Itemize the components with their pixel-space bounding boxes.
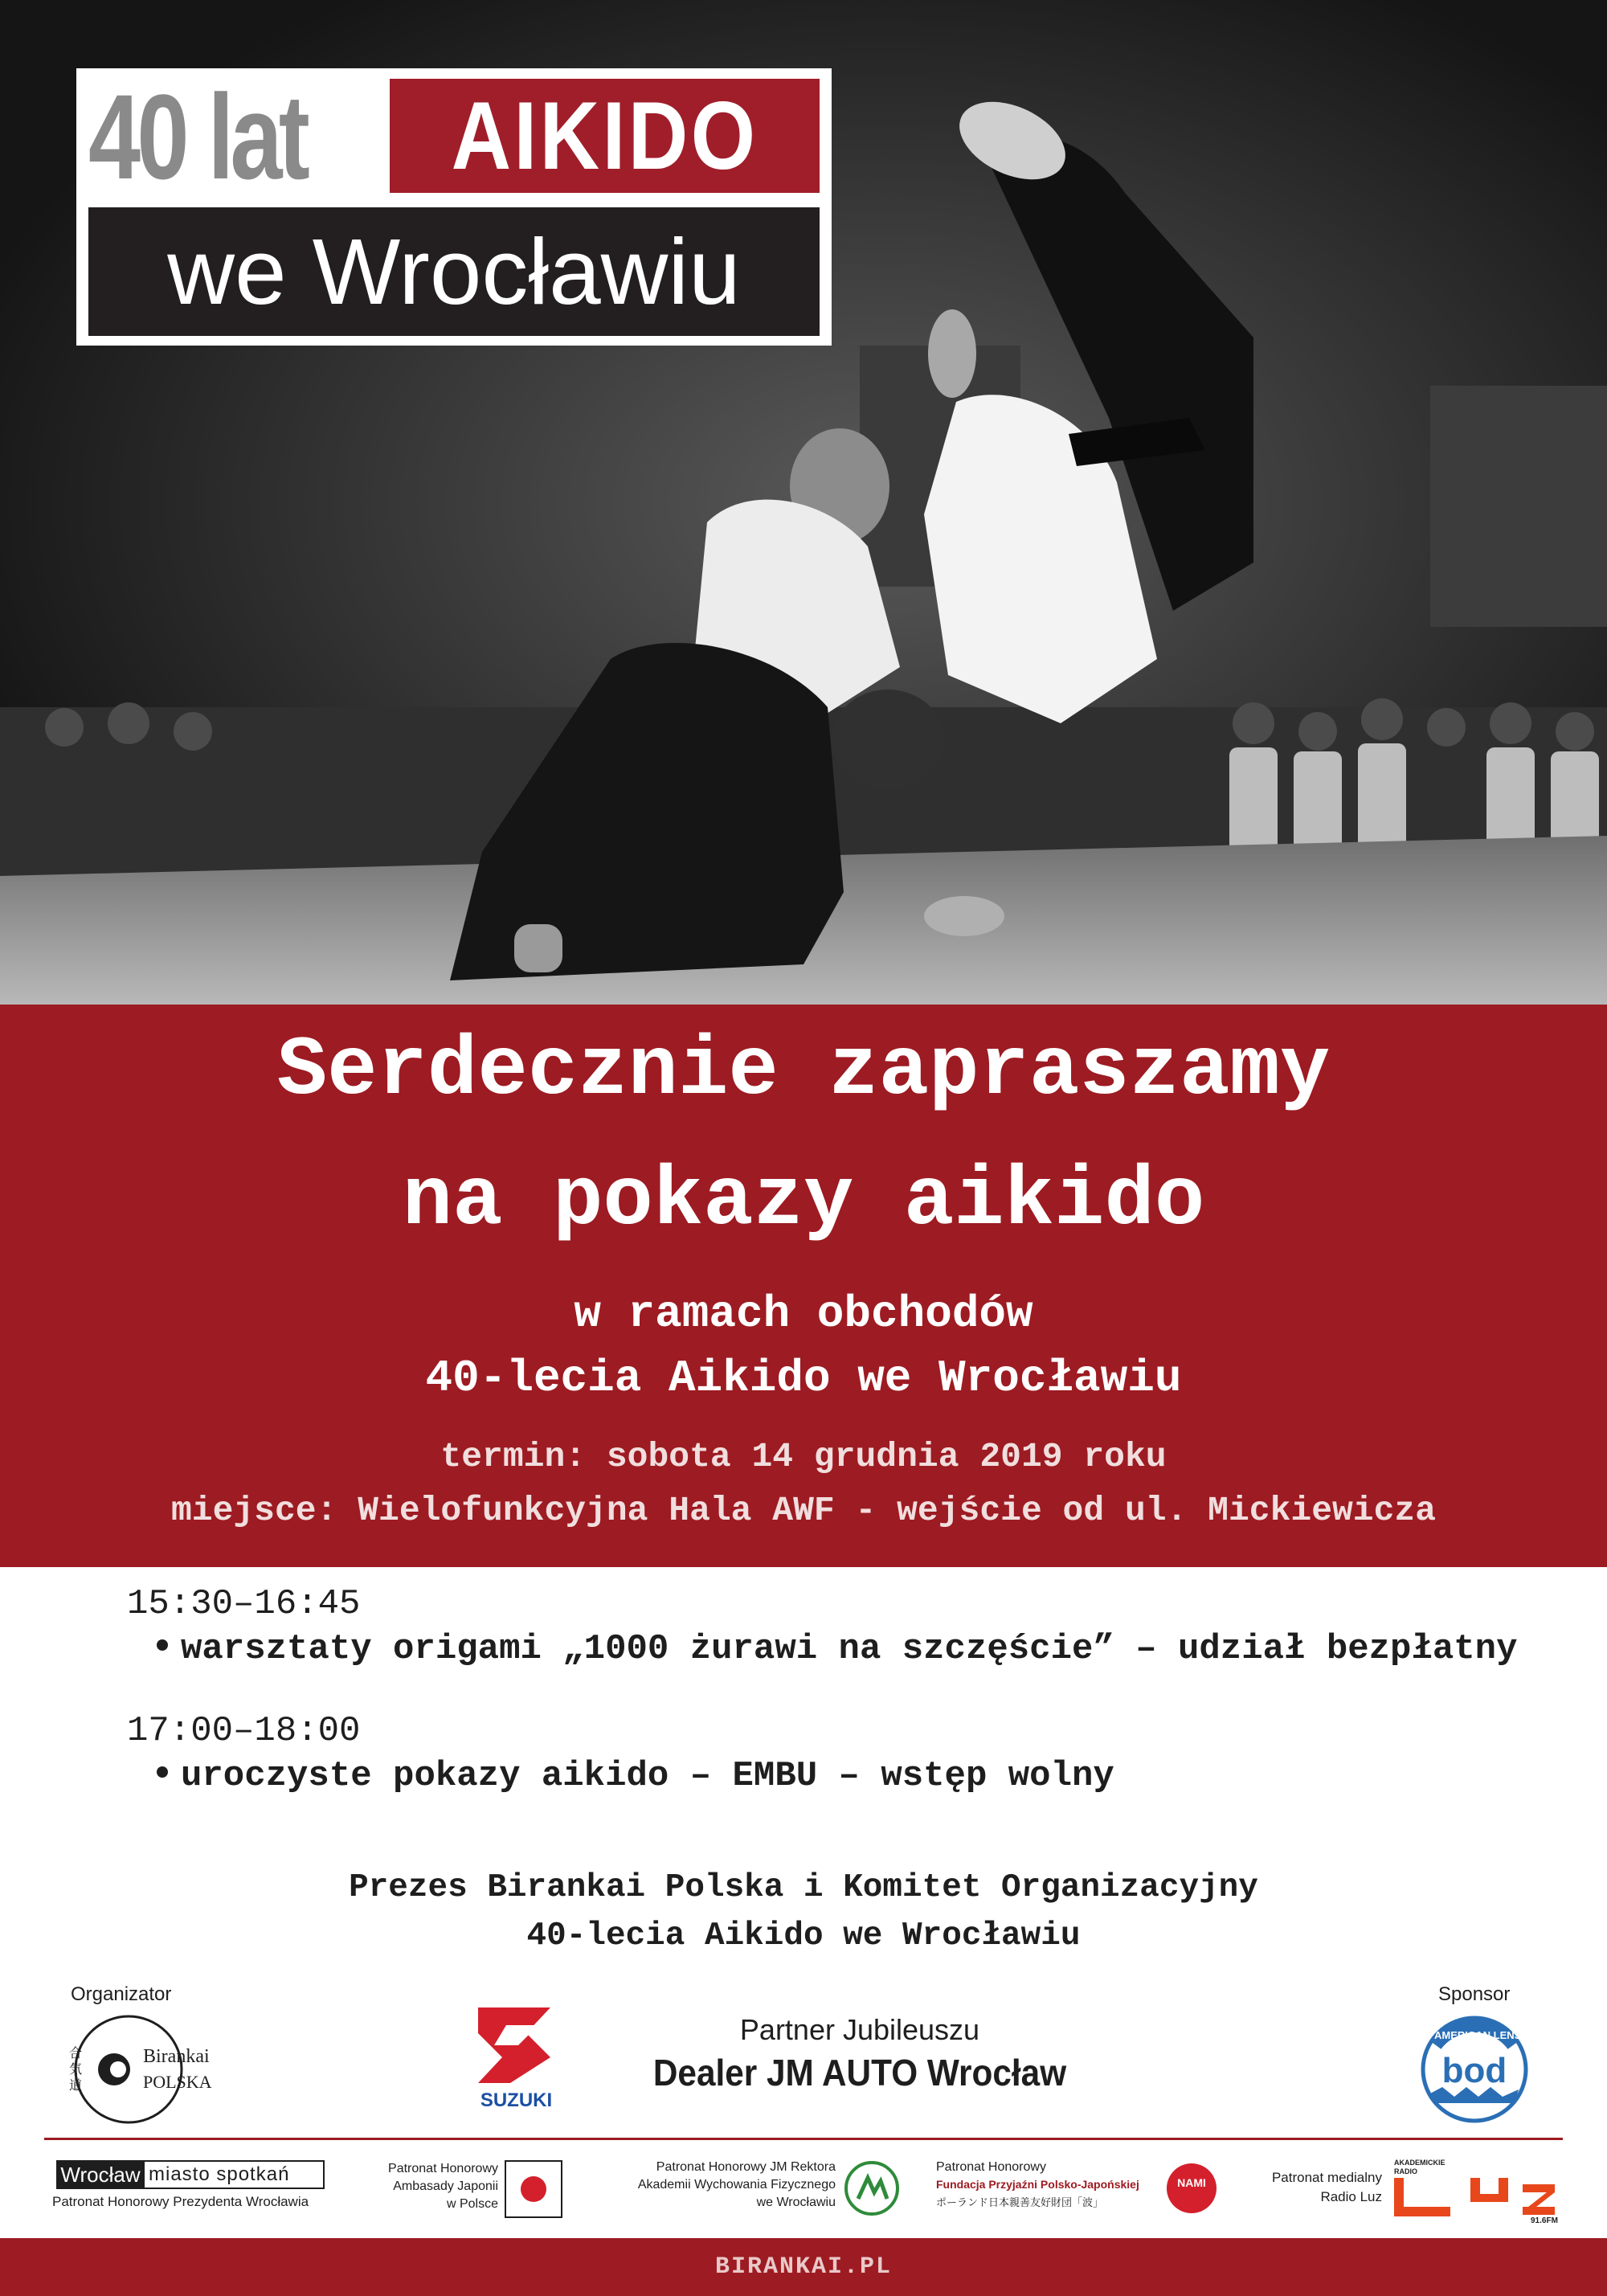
logo-aikido-text: AIKIDO (451, 82, 759, 190)
headline-line-1: Serdecznie zapraszamy (276, 1024, 1331, 1119)
radio-line-2: Radio Luz (1320, 2189, 1382, 2204)
schedule-item-1 (157, 1627, 1517, 1672)
schedule-time-1: 15:30–16:45 (127, 1584, 361, 1624)
embassy-line-1: Patronat Honorowy (388, 2162, 498, 2175)
signature-line-2: 40-lecia Aikido we Wrocławiu (526, 1917, 1081, 1954)
bullet-icon (157, 1766, 168, 1778)
sponsors-divider (44, 2138, 1563, 2140)
event-place: miejsce: Wielofunkcyjna Hala AWF - wejście od ul. Mickiewicza (170, 1491, 1437, 1530)
bullet-icon (157, 1639, 168, 1651)
sponsor-label: Sponsor (1438, 1983, 1511, 2005)
schedule-time-2: 17:00–18:00 (127, 1711, 361, 1751)
subtitle-line-2: 40-lecia Aikido we Wrocławiu (425, 1353, 1182, 1404)
schedule-item-2 (157, 1754, 1114, 1799)
awf-emblem-icon (844, 2160, 900, 2216)
organizer-label: Organizator (71, 1983, 172, 2005)
wroclaw-word: Wrocław (56, 2160, 145, 2189)
radio-frequency: 91.6FM (1531, 2216, 1558, 2225)
suzuki-s-icon (462, 2001, 570, 2089)
japan-flag-icon (505, 2160, 562, 2218)
subtitle-line-1: w ramach obchodów (574, 1288, 1033, 1340)
svg-text:合: 合 (69, 2045, 83, 2061)
logo-years-text: 40 lat (88, 69, 307, 204)
schedule-item-1-text: warsztaty origami „1000 żurawi na szczęście” – udział bezpłatny (181, 1629, 1518, 1669)
logo-city-text: we Wrocławiu (167, 219, 741, 324)
svg-text:気: 気 (69, 2061, 83, 2077)
partner-name: Dealer JM AUTO Wrocław (652, 2052, 1067, 2093)
wroclaw-slogan: miasto spotkań (149, 2163, 290, 2185)
birankai-country: POLSKA (143, 2072, 212, 2092)
headline-line-2: na pokazy aikido (402, 1154, 1205, 1249)
radio-luz-logo-icon (1394, 2178, 1563, 2218)
partner-label: Partner Jubileuszu (739, 2013, 980, 2046)
footer-website: BIRANKAI.PL (714, 2253, 893, 2281)
awf-line-1: Patronat Honorowy JM Rektora (656, 2160, 836, 2174)
fund-line-1: Patronat Honorowy (936, 2160, 1046, 2174)
signature-line-1: Prezes Birankai Polska i Komitet Organizacyjny (349, 1869, 1258, 1906)
schedule-item-2-text: uroczyste pokazy aikido – EMBU – wstęp wolny (181, 1756, 1114, 1796)
nami-text: NAMI (1177, 2176, 1206, 2189)
awf-line-3: we Wrocławiu (756, 2196, 836, 2209)
embassy-line-3: w Polsce (446, 2197, 498, 2211)
birankai-name: Birankai (143, 2046, 210, 2067)
awf-line-2: Akademii Wychowania Fizycznego (637, 2178, 836, 2192)
wroclaw-caption: Patronat Honorowy Prezydenta Wrocławia (52, 2194, 309, 2209)
radio-line-1: Patronat medialny (1271, 2170, 1382, 2185)
event-date: termin: sobota 14 grudnia 2019 roku (440, 1437, 1167, 1476)
lens-ring-text: AMERICAN LENS (1434, 2029, 1522, 2041)
svg-text:道: 道 (69, 2077, 83, 2093)
radio-small-1: AKADEMICKIE (1394, 2159, 1445, 2167)
suzuki-text: SUZUKI (480, 2089, 553, 2111)
radio-small-2: RADIO (1394, 2167, 1417, 2175)
fund-line-2: Fundacja Przyjaźni Polsko-Japońskiej (936, 2178, 1139, 2191)
lens-logo-text: bod (1441, 2051, 1507, 2090)
embassy-line-2: Ambasady Japonii (393, 2179, 498, 2193)
fund-line-3: ポーランド日本親善友好財団「波」 (936, 2197, 1104, 2209)
